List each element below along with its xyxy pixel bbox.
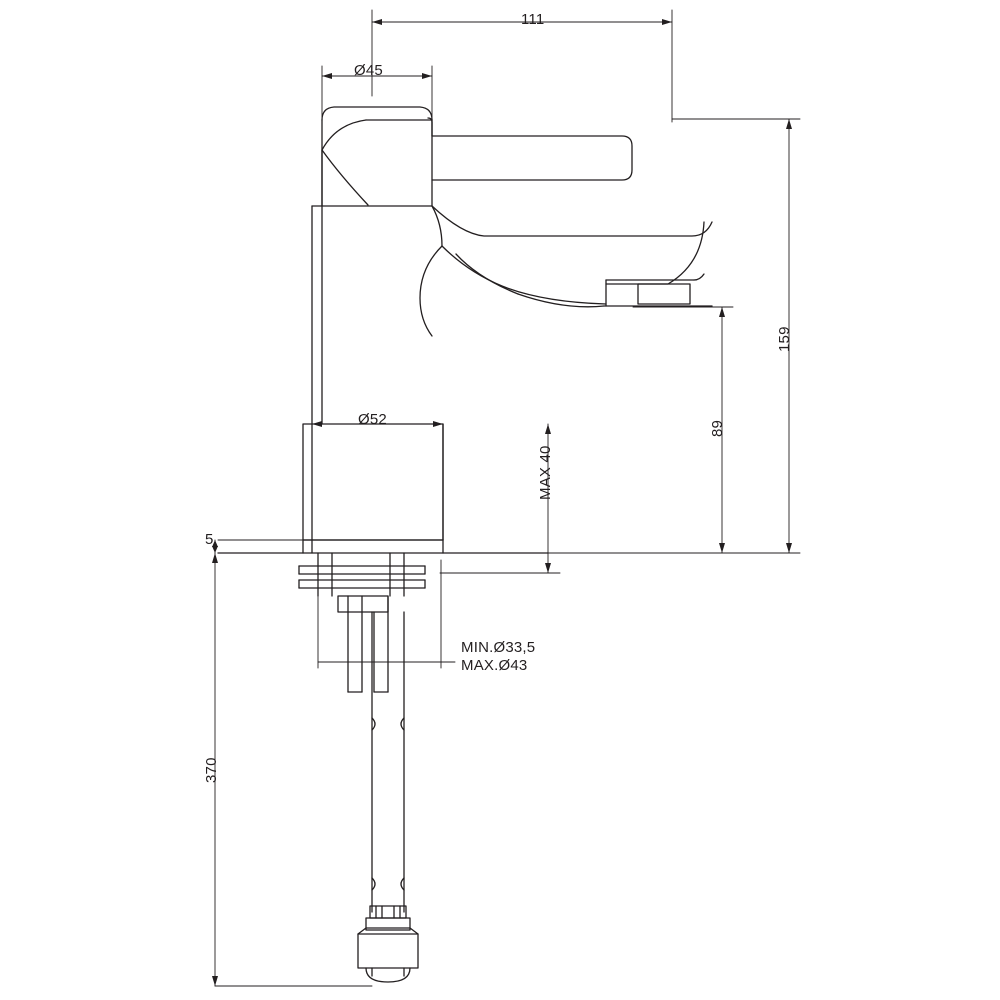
dimension-label-89: 89 xyxy=(709,419,726,437)
dimension-label-5: 5 xyxy=(205,531,214,548)
dimension-lines xyxy=(212,10,800,986)
dimension-label-159: 159 xyxy=(776,326,793,352)
dimension-label-cap-diameter: Ø45 xyxy=(354,62,383,79)
dimension-label-hole-max: MAX.Ø43 xyxy=(461,657,528,674)
dimension-label-111: 111 xyxy=(521,11,545,28)
faucet-body xyxy=(218,107,712,982)
dimension-label-370: 370 xyxy=(203,757,220,783)
dimension-label-max-40: MAX 40 xyxy=(537,445,554,500)
dimension-label-hole-min: MIN.Ø33,5 xyxy=(461,639,536,656)
dimension-label-base-diameter: Ø52 xyxy=(358,411,387,428)
